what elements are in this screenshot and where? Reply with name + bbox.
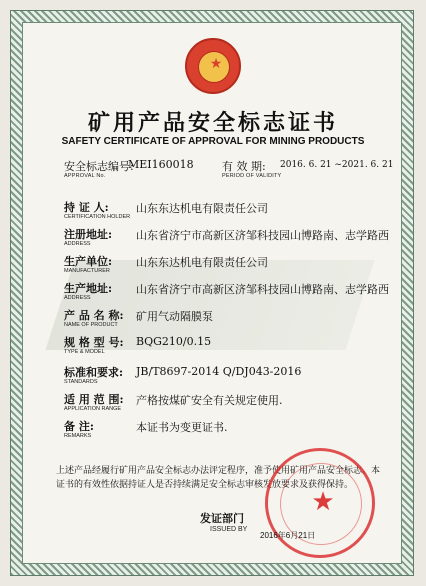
certificate-statement: 上述产品经履行矿用产品安全标志办法评定程序，准予使用矿用产品安全标志。本证书的有效性依据持证人是否持续满足安全标志审核发放要求及获得保持。 (56, 466, 381, 490)
field-label-en: STANDARDS (64, 379, 98, 385)
field-label-en: TYPE & MODEL (64, 349, 105, 355)
field-label: 备 注: (64, 420, 94, 433)
approval-no-label: 安全标志编号: (64, 160, 134, 173)
field-value: 矿用气动隔膜泵 (136, 310, 213, 323)
field-value: 山东省济宁市高新区济邹科技园山博路南、志学路西 (136, 229, 389, 242)
field-value: 产格按煤矿安全有关规定使用. (136, 394, 283, 407)
emblem-star-icon: ★ (209, 56, 223, 72)
field-label: 注册地址: (64, 228, 113, 241)
field-label: 标准和要求: (64, 366, 124, 379)
field-value: JB/T8697-2014 Q/DJ043-2016 (136, 365, 302, 378)
validity-label: 有 效 期: (222, 160, 266, 173)
field-label: 生产地址: (64, 282, 113, 295)
validity-label-en: PERIOD OF VALIDITY (222, 173, 282, 179)
administration-emblem (185, 38, 241, 94)
certificate-title: 矿用产品安全标志证书 (87, 110, 338, 136)
issuer-label: 发证部门 (200, 512, 244, 525)
field-label-en: REMARKS (64, 433, 92, 439)
issue-date: 2016年6月21日 (260, 531, 316, 540)
field-label-en: APPLICATION RANGE (64, 406, 122, 412)
field-label: 持 证 人: (64, 201, 109, 214)
field-value: 山东东达机电有限责任公司 (136, 256, 268, 269)
field-value: 山东东达机电有限责任公司 (136, 202, 268, 215)
field-value: BQG210/0.15 (136, 335, 212, 348)
field-label-en: ADDRESS (64, 295, 91, 301)
validity-value: 2016. 6. 21 ~2021. 6. 21 (280, 160, 394, 170)
field-label-en: CERTIFICATION HOLDER (64, 214, 131, 220)
field-label-en: NAME OF PRODUCT (64, 322, 118, 328)
issuer-label-en: ISSUED BY (210, 526, 248, 533)
approval-no-label-en: APPROVAL No. (64, 173, 106, 179)
field-label: 规 格 型 号: (64, 336, 124, 349)
approval-no-value: MEI160018 (128, 158, 194, 171)
certificate-subtitle: SAFETY CERTIFICATE OF APPROVAL FOR MINING PRODUCTS (61, 136, 365, 147)
field-label: 适 用 范 围: (64, 393, 124, 406)
field-label-en: MANUFACTURER (64, 268, 110, 274)
field-label: 产 品 名 称: (64, 309, 124, 322)
seal-star-icon: ★ (311, 487, 335, 517)
field-label: 生产单位: (64, 255, 113, 268)
field-value: 山东省济宁市高新区济邹科技园山博路南、志学路西 (136, 283, 389, 296)
field-value: 本证书为变更证书. (136, 421, 228, 434)
official-red-seal (265, 448, 375, 558)
field-label-en: ADDRESS (64, 241, 91, 247)
